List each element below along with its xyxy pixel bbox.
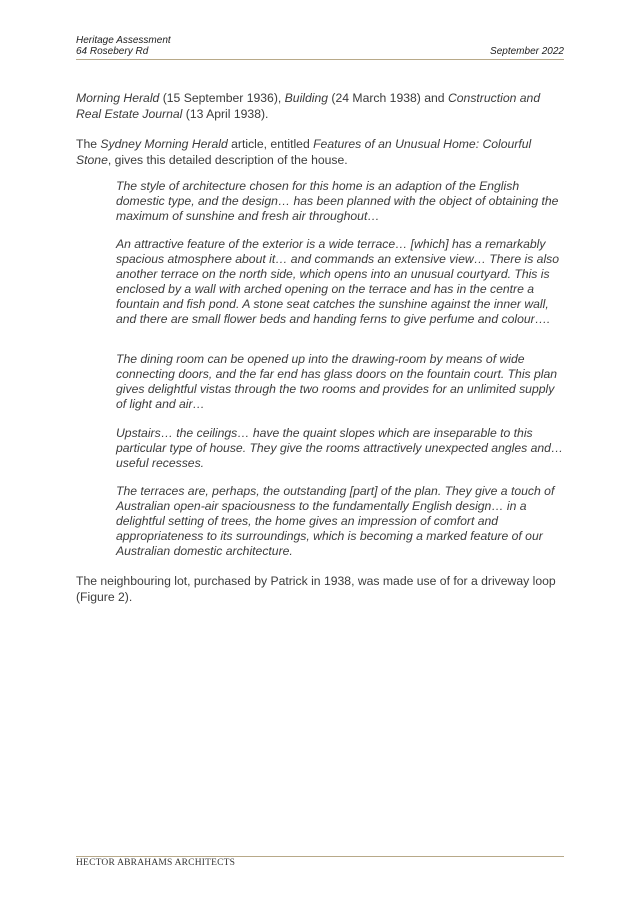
- source-date-2: (24 March 1938) and: [328, 91, 448, 105]
- intro-text-2: article, entitled: [227, 137, 314, 151]
- source-title-journal: Construction and Real Estate Journal: [76, 91, 541, 121]
- quote-terraces-outstanding: The terraces are, perhaps, the outstanding [part] of the plan. They give a touch of Australian open-air spaciousness to the fundamentally English design… in a delightful setting of trees, the home gives an impression of comfort and appropriateness to its surroundings, which is becoming a marked feature of our Australian domestic architecture.: [116, 484, 555, 558]
- newspaper-name: Sydney Morning Herald: [100, 137, 228, 151]
- property-address: 64 Rosebery Rd: [76, 46, 149, 57]
- source-date-3: (13 April 1938).: [182, 107, 269, 121]
- source-title-building: Building: [284, 91, 329, 105]
- paragraph-sources: [76, 90, 564, 122]
- source-date-1: (15 September 1936),: [159, 91, 285, 105]
- paragraph-article-intro: [76, 136, 564, 168]
- intro-text-1: The: [76, 137, 101, 151]
- paragraph-neighbouring-lot: The neighbouring lot, purchased by Patrick in 1938, was made use of for a driveway loop (Figure 2).: [76, 574, 556, 604]
- header-divider: [76, 59, 564, 60]
- quote-upstairs: Upstairs… the ceilings… have the quaint slopes which are inseparable to this particular type of house. They give the rooms attractively unexpected angles and… useful recesses.: [116, 426, 564, 470]
- article-title: Features of an Unusual Home: Colourful Stone: [76, 137, 532, 167]
- quote-dining-room: The dining room can be opened up into the drawing-room by means of wide connecting doors, and the far end has glass doors on the fountain court. This plan gives delightful vistas through the two rooms and provides for an unlimited supply of light and air…: [116, 352, 558, 411]
- source-title-smh: Morning Herald: [76, 91, 160, 105]
- quote-architecture: The style of architecture chosen for this home is an adaption of the English domestic type, and the design… has been planned with the object of obtaining the maximum of sunshine and fresh air throughout…: [116, 179, 559, 223]
- document-title: Heritage Assessment: [76, 35, 171, 46]
- page-header: [76, 35, 564, 57]
- document-date: September 2022: [490, 46, 564, 57]
- quote-terrace: An attractive feature of the exterior is a wide terrace… [which] has a remarkably spacious atmosphere about it… and commands an extensive view… There is also another terrace on the north side, which opens into an unusual courtyard. This is enclosed by a wall with arched opening on the terrace and has in the centre a fountain and fish pond. A stone seat catches the sunshine against the inner wall, and there are small flower beds and handing ferns to give perfume and colour….: [116, 237, 560, 326]
- footer-firm-name: HECTOR ABRAHAMS ARCHITECTS: [76, 858, 236, 868]
- intro-text-3: , gives this detailed description of the house.: [107, 153, 348, 167]
- footer-divider: [76, 856, 564, 857]
